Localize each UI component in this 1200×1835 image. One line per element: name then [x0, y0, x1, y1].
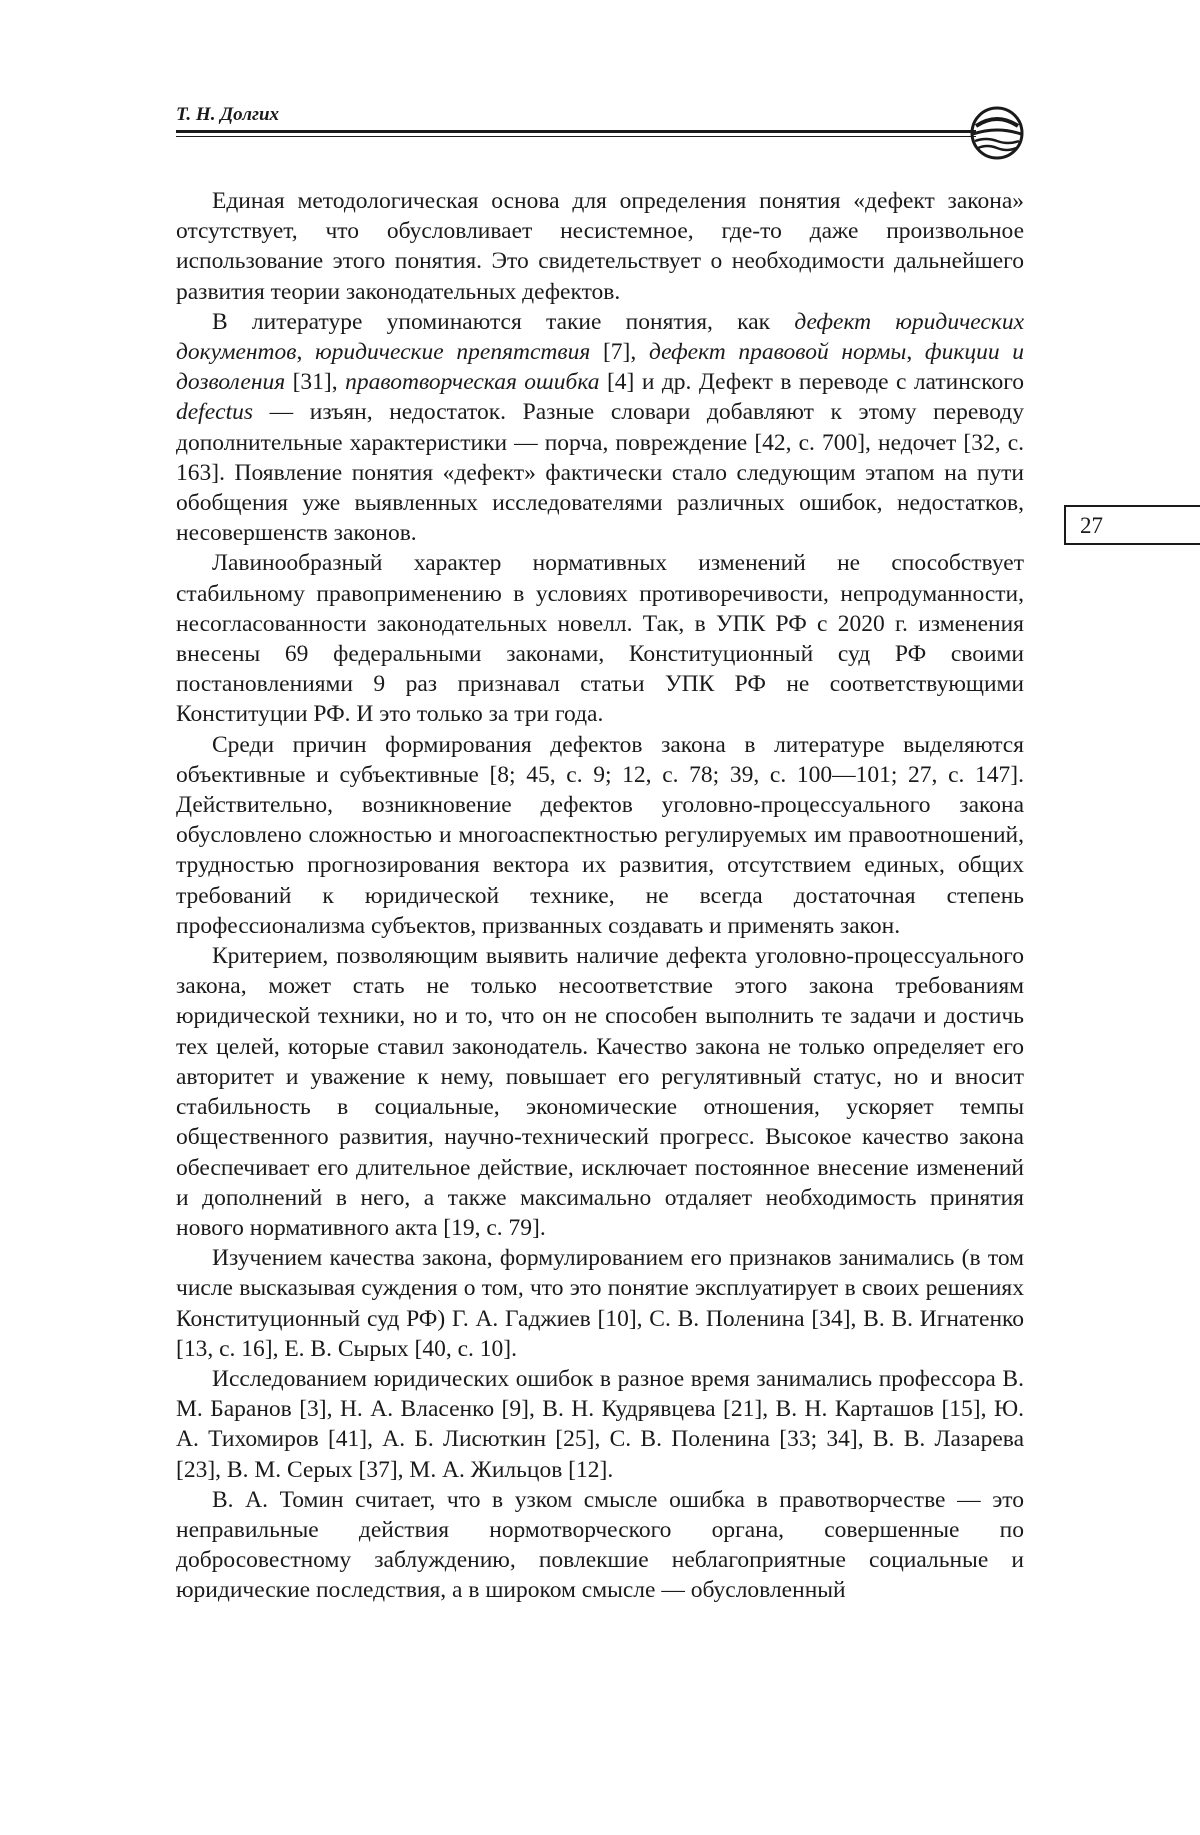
article-body [176, 186, 1024, 1606]
italic-term: правотворческая ошибка [345, 369, 600, 396]
body-paragraph: Исследованием юридических ошибок в разное время занимались профессора В. М. Баранов [3], Н. А. Власенко [9], В. Н. Кудрявцева [21], В. Н. Карташов [15], Ю. А. Тихомиров [41], А. Б. Лисюткин [25], С. В. Поленина [33; 34], В. В. Лазарева [23], В. М. Серых [37], М. А. Жильцов [12]. [176, 1365, 1024, 1483]
body-paragraph: Среди причин формирования дефектов закона в литературе выделяются объективные и субъективные [8; 45, с. 9; 12, с. 78; 39, с. 100—101; 27, с. 147]. Действительно, возникновение дефектов уголовно-процессуального закона обусловлено сложностью и многоаспектностью регулируемых им правоотношений, трудностью прогнозирования вектора их развития, отсутствием единых, общих требований к юридической технике, не всегда достаточная степень профессионализма субъектов, призванных создавать и применять закон. [176, 731, 1024, 939]
header-rule-thin [176, 136, 976, 137]
page-number: 27 [1080, 513, 1103, 538]
body-paragraph: Лавинообразный характер нормативных изменений не способствует стабильному правоприменению в условиях противоречивости, непродуманности, несогласованности законодательных новелл. Так, в УПК РФ с 2020 г. изменения внесены 69 федеральными законами, Конституционный суд РФ своими постановлениями 9 раз признавал статьи УПК РФ не соответствующими Конституции РФ. И это только за три года. [176, 550, 1024, 728]
italic-term: дефект правовой нормы [648, 339, 907, 366]
italic-term: defectus [176, 399, 253, 426]
italic-term: дефект юридических документов [176, 308, 1025, 366]
body-paragraph: Критерием, позволяющим выявить наличие дефекта уголовно-процессуального закона, может стать не только несоответствие этого закона требованиям юридической техники, но и то, что он не способен выполнить те задачи и достичь тех целей, которые ставил законодатель. Качество закона не только определяет его авторитет и уважение к нему, повышает его регулятивный статус, но и вносит стабильность в социальные, экономические отношения, ускоряет темпы общественного развития, научно-технический прогресс. Высокое качество закона обеспечивает его длительное действие, исключает постоянное внесение изменений и дополнений в него, а также максимально отдаляет необходимость принятия нового нормативного акта [19, с. 79]. [176, 943, 1024, 1241]
body-paragraph: В литературе упоминаются такие понятия, как дефект юридических документов, юридические препятствия [7], дефект правовой нормы, фикции и дозволения [31], правотворческая ошибка [4] и др. Дефект в переводе с латинского defectus — изъян, недостаток. Разные словари добавляют к этому переводу дополнительные характеристики — порча, повреждение [42, с. 700], недочет [32, с. 163]. Появление понятия «дефект» фактически стало следующим этапом на пути обобщения уже выявленных исследователями различных ошибок, недостатков, несовершенств законов. [176, 308, 1025, 547]
running-head-author: Т. Н. Долгих [176, 104, 280, 125]
italic-term: юридические препятствия [315, 339, 591, 366]
page-number-tab [1064, 505, 1200, 545]
body-paragraph: Изучением качества закона, формулированием его признаков занимались (в том числе высказывая суждения о том, что это понятие эксплуатирует в своих решениях Конституционный суд РФ) Г. А. Гаджиев [10], С. В. Поленина [34], В. В. Игнатенко [13, с. 16], Е. В. Сырых [40, с. 10]. [176, 1245, 1024, 1362]
body-paragraph: В. А. Томин считает, что в узком смысле ошибка в правотворчестве — это неправильные действия нормотворческого органа, совершенные по добросовестному заблуждению, повлекшие неблагоприятные социальные и юридические последствия, а в широком смысле — обусловленный [176, 1486, 1024, 1604]
publisher-logo-icon [968, 104, 1026, 162]
body-paragraph: Единая методологическая основа для определения понятия «дефект закона» отсутствует, что обусловливает несистемное, где-то даже произвольное использование этого понятия. Это свидетельствует о необходимости дальнейшего развития теории законодательных дефектов. [176, 188, 1024, 305]
italic-term: фикции и дозволения [176, 339, 1025, 396]
header-rule [176, 130, 976, 133]
